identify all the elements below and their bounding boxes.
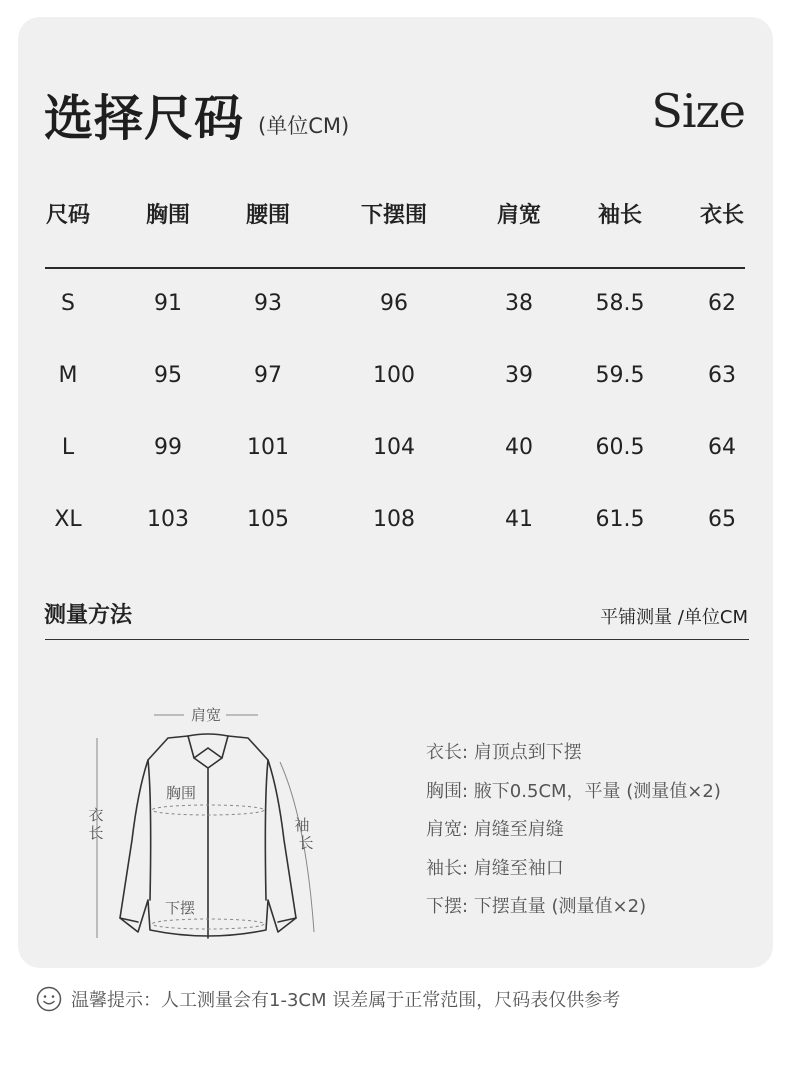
cell: 58.5	[595, 291, 645, 316]
tip-text: 温馨提示：人工测量会有1-3CM 误差属于正常范围，尺码表仅供参考	[71, 990, 621, 1011]
unit-label: (单位CM)	[258, 114, 350, 138]
cell: 62	[708, 291, 736, 316]
table-divider	[45, 267, 745, 269]
note-value: 肩顶点到下摆	[473, 742, 582, 763]
cell: 96	[380, 291, 408, 316]
cell: 95	[154, 363, 182, 388]
note-length	[426, 738, 721, 777]
cell: 40	[505, 435, 533, 460]
cell: 38	[505, 291, 533, 316]
cell: 39	[505, 363, 533, 388]
cell: 61.5	[595, 507, 645, 532]
diagram-label-chest: 胸围	[165, 784, 197, 802]
col-header-size: 尺码	[45, 203, 91, 228]
note-value: 下摆直量 (测量值×2)	[473, 896, 647, 917]
cell: 99	[154, 435, 182, 460]
col-header-sleeve: 袖长	[597, 203, 643, 228]
note-key: 肩宽:	[426, 819, 469, 840]
table-row	[0, 363, 790, 403]
measure-note: 平铺测量 /单位CM	[600, 607, 748, 628]
table-header	[0, 198, 790, 238]
col-header-hem: 下摆围	[360, 203, 428, 228]
table-row	[0, 507, 790, 547]
cell: XL	[54, 507, 82, 532]
cell: 60.5	[595, 435, 645, 460]
note-value: 腋下0.5CM，平量 (测量值×2)	[473, 780, 721, 802]
note-value: 肩缝至袖口	[473, 857, 564, 879]
cell: 105	[247, 507, 289, 532]
col-header-waist: 腰围	[245, 203, 291, 228]
cell: 65	[708, 507, 736, 532]
note-key: 下摆:	[426, 896, 469, 917]
cell: M	[58, 363, 78, 388]
note-shoulder	[426, 815, 721, 854]
cell: 97	[254, 363, 282, 388]
col-header-chest: 胸围	[145, 203, 191, 228]
measure-title: 测量方法	[44, 603, 133, 628]
cell: L	[61, 435, 75, 460]
note-key: 衣长:	[426, 742, 469, 763]
cell: 59.5	[595, 363, 645, 388]
tip-bar	[36, 984, 620, 1014]
smiley-icon	[36, 986, 62, 1012]
measure-notes	[426, 738, 721, 931]
diagram-label-length-2: 长	[88, 824, 104, 842]
note-value: 肩缝至肩缝	[473, 819, 564, 840]
diagram-label-hem: 下摆	[164, 899, 196, 917]
measure-divider	[45, 639, 749, 640]
cell: 91	[154, 291, 182, 316]
cell: 41	[505, 507, 533, 532]
cell: 103	[147, 507, 189, 532]
cell: 108	[373, 507, 415, 532]
cell: 100	[373, 363, 415, 388]
table-row	[0, 291, 790, 331]
note-key: 袖长:	[426, 857, 469, 879]
note-hem	[426, 892, 721, 931]
col-header-length: 衣长	[699, 203, 745, 228]
diagram-label-length-1: 衣	[88, 806, 104, 824]
col-header-shoulder: 肩宽	[496, 203, 542, 228]
cell: S	[61, 291, 75, 316]
note-sleeve	[426, 854, 721, 893]
diagram-label-sleeve-2: 长	[298, 834, 314, 852]
cell: 101	[247, 435, 289, 460]
cell: 64	[708, 435, 736, 460]
size-wordmark: Size	[651, 84, 745, 138]
diagram-label-sleeve-1: 袖	[294, 816, 310, 834]
page-title: 选择尺码	[44, 90, 245, 147]
note-chest	[426, 777, 721, 816]
shirt-diagram	[80, 700, 330, 950]
cell: 93	[254, 291, 282, 316]
cell: 63	[708, 363, 736, 388]
cell: 104	[373, 435, 415, 460]
note-key: 胸围:	[426, 780, 469, 802]
diagram-label-shoulder: 肩宽	[190, 706, 222, 724]
table-row	[0, 435, 790, 475]
